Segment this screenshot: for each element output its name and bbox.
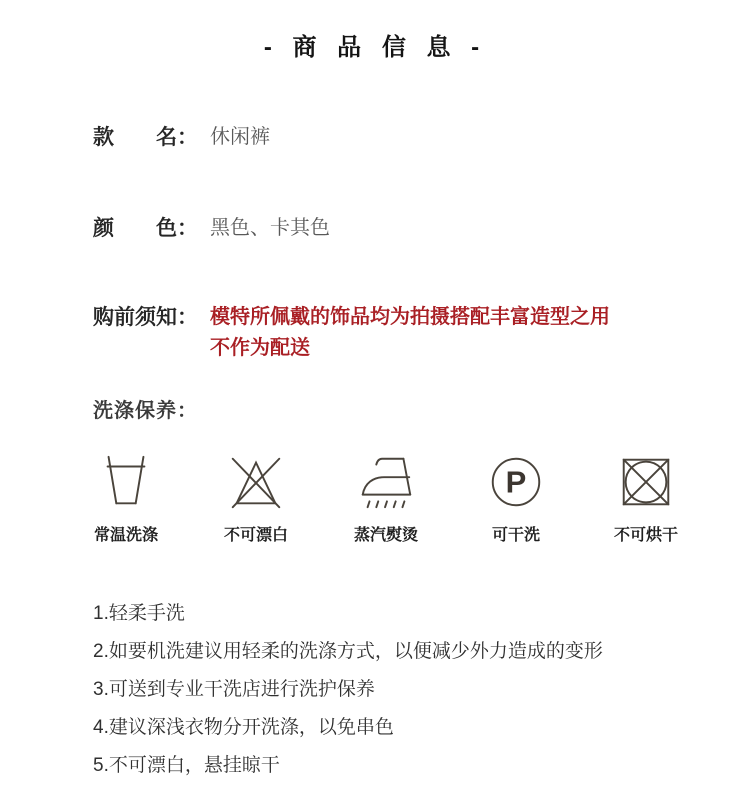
care-icon-label: 可干洗 [491,527,540,544]
care-icon-label: 不可漂白 [223,527,288,544]
style-name-label: 款 名： [93,126,198,149]
care-instruction-1: 1.轻柔手洗 [93,603,185,624]
dry-clean-icon [485,451,547,513]
care-item-dry-clean [470,451,562,545]
care-item-no-bleach [210,451,302,545]
care-icon-label: 常温洗涤 [93,527,158,544]
care-heading: 洗涤保养： [93,400,198,422]
care-instruction-4: 4.建议深浅衣物分开洗涤，以免串色 [93,717,394,738]
care-instruction-2: 2.如要机洗建议用轻柔的洗涤方式，以便减少外力造成的变形 [93,641,603,662]
care-instruction-list [93,595,715,785]
purchase-notice-text [210,302,610,364]
color-row [93,213,715,244]
product-info-panel [0,27,750,776]
style-name-value: 休闲裤 [210,126,270,148]
wash-normal-temp-icon [95,451,157,513]
purchase-notice-label: 购前须知： [93,306,198,329]
care-icon-row [80,451,692,545]
content-area [0,122,750,785]
color-label: 颜 色： [93,217,198,240]
style-name-row [93,122,715,153]
care-item-steam-iron [340,451,432,545]
purchase-notice-row [93,302,715,364]
care-instruction-5: 5.不可漂白，悬挂晾干 [93,755,280,776]
page-title: - 商 品 信 息 - [263,34,487,61]
care-icon-label: 蒸汽熨烫 [353,527,418,544]
no-tumble-dry-icon [615,451,677,513]
purchase-notice-line-2: 不作为配送 [210,337,310,359]
care-item-wash [80,451,172,545]
care-item-no-tumble-dry [600,451,692,545]
care-icon-label: 不可烘干 [613,527,678,544]
color-value: 黑色、卡其色 [210,217,330,239]
purchase-notice-line-1: 模特所佩戴的饰品均为拍摄搭配丰富造型之用 [210,306,610,328]
no-bleach-icon [225,451,287,513]
care-instruction-3: 3.可送到专业干洗店进行洗护保养 [93,679,375,700]
steam-iron-icon [355,451,417,513]
dry-clean-letter: P [505,464,527,500]
